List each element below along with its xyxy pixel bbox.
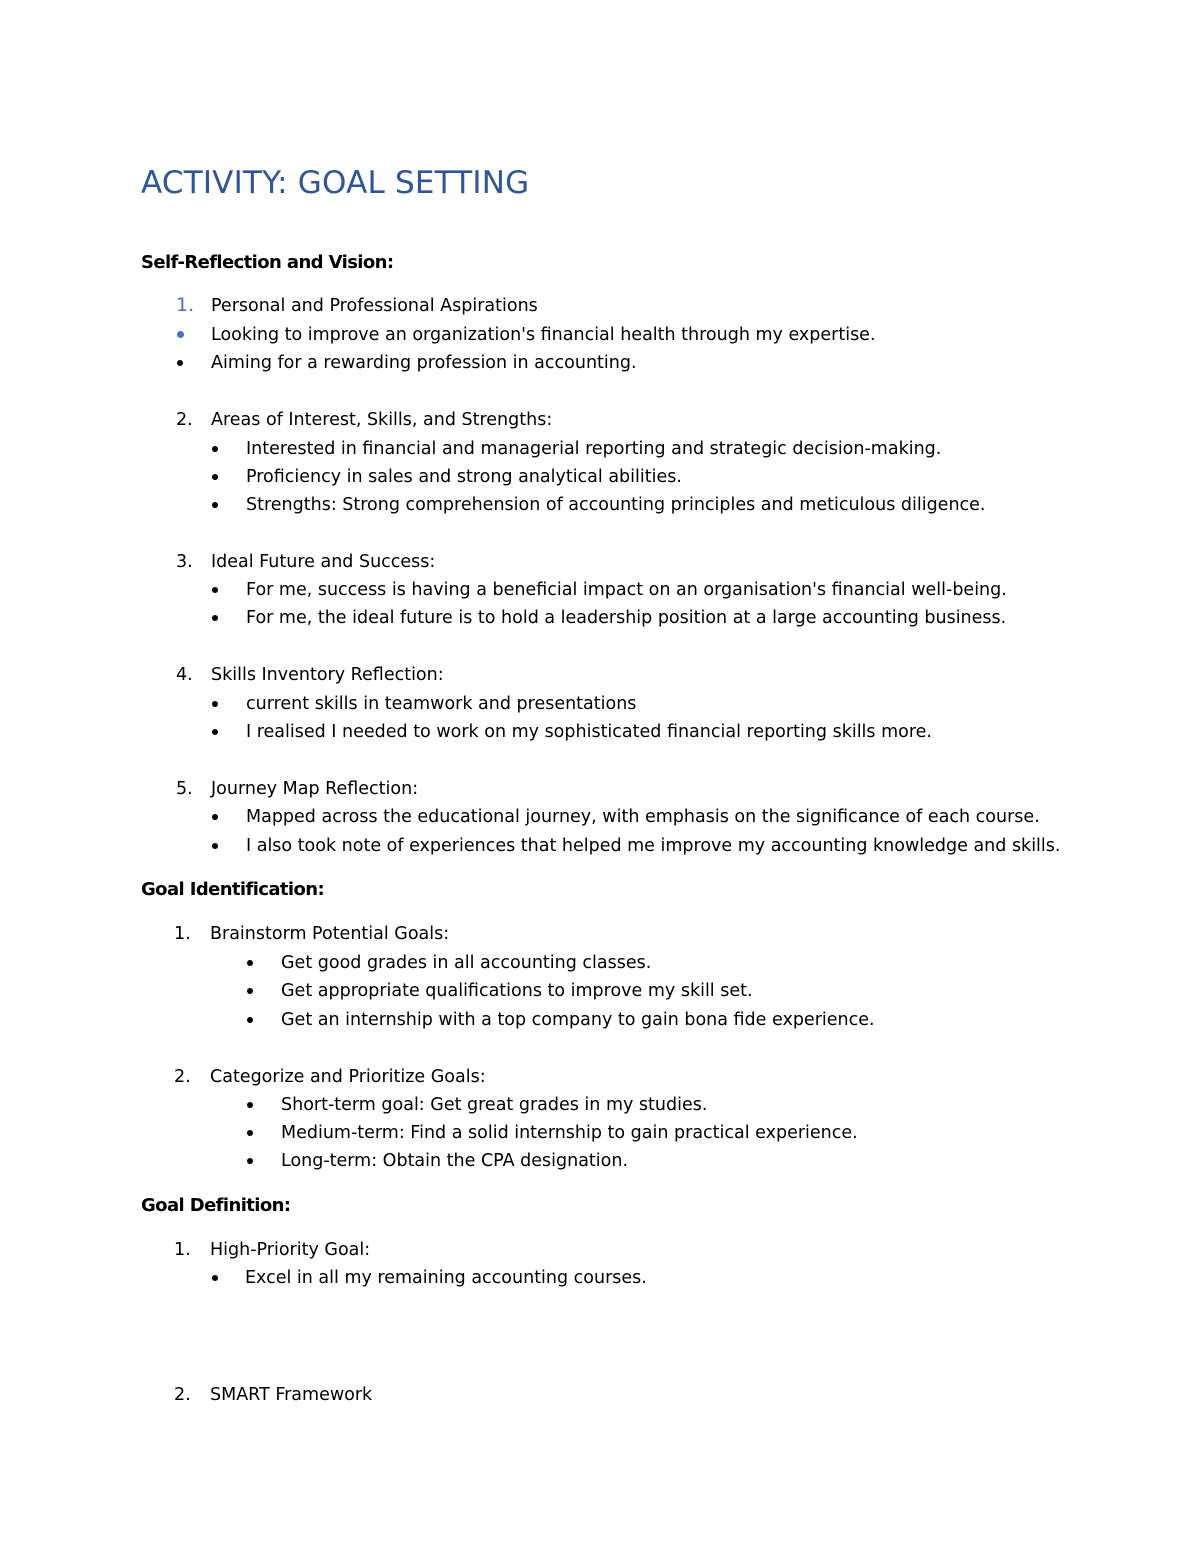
bullet-icon: [212, 701, 218, 707]
section-heading-self-reflection: Self-Reflection and Vision:: [141, 252, 394, 273]
bullet-icon: [212, 729, 218, 735]
bullet-icon: [212, 446, 218, 452]
list-item-label: High-Priority Goal:: [210, 1240, 371, 1260]
bullet-text: Get good grades in all accounting classes.: [281, 953, 652, 973]
bullet-icon: [212, 1275, 218, 1281]
bullet-icon: [177, 360, 183, 366]
list-number: 1.: [176, 294, 195, 316]
list-number: 3.: [176, 552, 193, 572]
list-item-label: Personal and Professional Aspirations: [211, 296, 538, 316]
bullet-text: For me, the ideal future is to hold a leadership position at a large accounting business.: [246, 608, 1007, 628]
bullet-text: Proficiency in sales and strong analytical abilities.: [246, 467, 682, 487]
bullet-text: Excel in all my remaining accounting courses.: [245, 1268, 647, 1288]
page-title: ACTIVITY: GOAL SETTING: [141, 165, 530, 201]
bullet-icon: [212, 587, 218, 593]
bullet-icon: [247, 1102, 253, 1108]
list-item-label: Journey Map Reflection:: [211, 779, 419, 799]
list-item-label: Areas of Interest, Skills, and Strengths:: [211, 410, 553, 430]
bullet-text: Mapped across the educational journey, with emphasis on the significance of each course.: [246, 807, 1040, 827]
list-number: 2.: [174, 1385, 191, 1405]
list-number: 4.: [176, 665, 193, 685]
bullet-text: Strengths: Strong comprehension of accounting principles and meticulous diligence.: [246, 495, 986, 515]
bullet-text: I realised I needed to work on my sophisticated financial reporting skills more.: [246, 722, 932, 742]
bullet-icon: [212, 474, 218, 480]
bullet-text: Aiming for a rewarding profession in accounting.: [211, 353, 637, 373]
bullet-text: Long-term: Obtain the CPA designation.: [281, 1151, 629, 1171]
bullet-text: Medium-term: Find a solid internship to gain practical experience.: [281, 1123, 858, 1143]
bullet-text: For me, success is having a beneficial impact on an organisation's financial well-being.: [246, 580, 1007, 600]
bullet-icon: [247, 1158, 253, 1164]
bullet-text: Looking to improve an organization's financial health through my expertise.: [211, 325, 876, 345]
list-item-label: Brainstorm Potential Goals:: [210, 924, 450, 944]
list-number: 1.: [174, 924, 191, 944]
bullet-icon: [212, 814, 218, 820]
list-item-label: SMART Framework: [210, 1385, 373, 1405]
list-number: 5.: [176, 779, 193, 799]
bullet-icon: [212, 615, 218, 621]
bullet-icon: [212, 843, 218, 849]
list-item-label: Skills Inventory Reflection:: [211, 665, 444, 685]
list-number: 2.: [174, 1067, 191, 1087]
list-number: 1.: [174, 1240, 191, 1260]
bullet-icon: [247, 1017, 253, 1023]
bullet-text: Interested in financial and managerial reporting and strategic decision-making.: [246, 439, 942, 459]
bullet-icon: [177, 331, 184, 338]
list-item-label: Categorize and Prioritize Goals:: [210, 1067, 486, 1087]
bullet-icon: [212, 502, 218, 508]
list-item-label: Ideal Future and Success:: [211, 552, 436, 572]
list-number: 2.: [176, 410, 193, 430]
bullet-text: Get an internship with a top company to gain bona fide experience.: [281, 1010, 875, 1030]
section-heading-goal-definition: Goal Definition:: [141, 1195, 291, 1216]
bullet-icon: [247, 1130, 253, 1136]
bullet-icon: [247, 988, 253, 994]
section-heading-goal-identification: Goal Identification:: [141, 879, 325, 900]
bullet-text: current skills in teamwork and presentations: [246, 694, 637, 714]
bullet-icon: [247, 960, 253, 966]
bullet-text: Get appropriate qualifications to improve my skill set.: [281, 981, 753, 1001]
bullet-text: I also took note of experiences that helped me improve my accounting knowledge and skills.: [246, 836, 1061, 856]
bullet-text: Short-term goal: Get great grades in my studies.: [281, 1095, 708, 1115]
